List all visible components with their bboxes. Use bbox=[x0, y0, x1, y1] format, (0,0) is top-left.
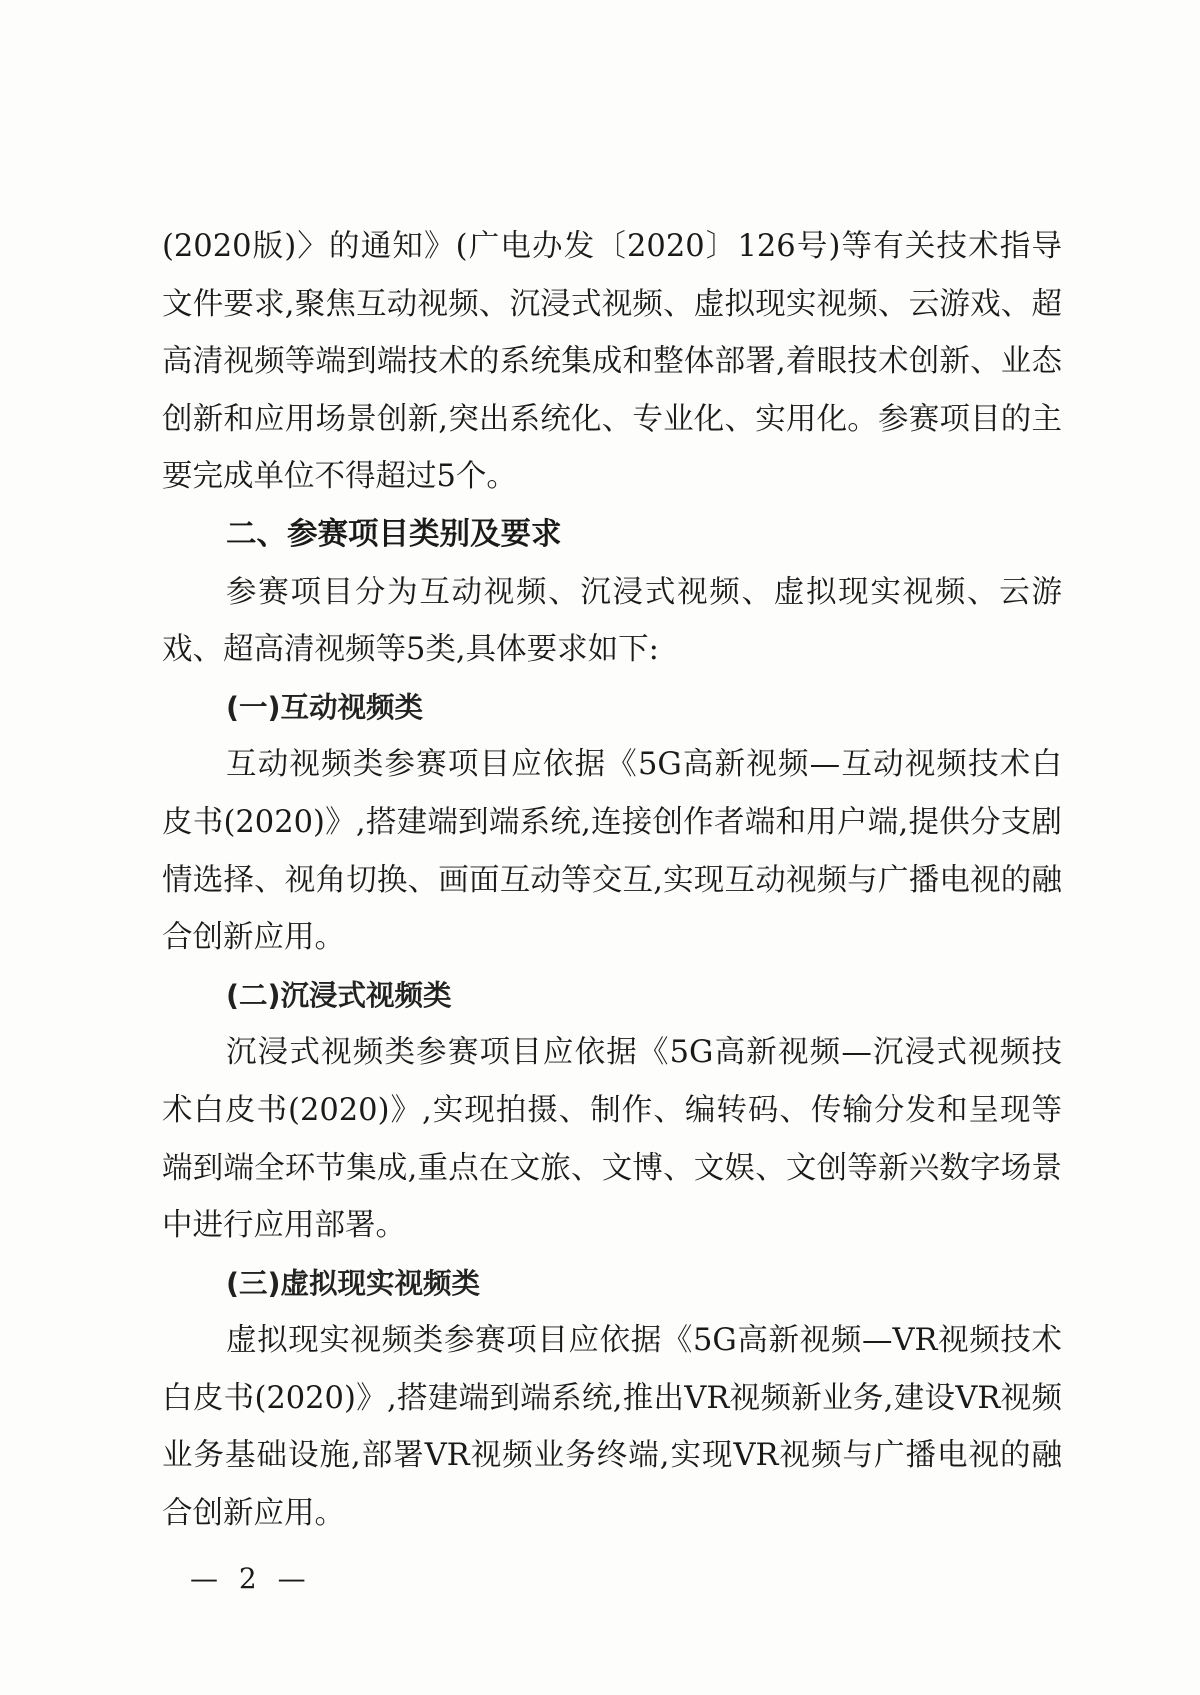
category-heading-interactive-video: (一)互动视频类 bbox=[226, 690, 424, 724]
category-body-interactive-video: 互动视频类参赛项目应依据《5G高新视频—互动视频技术白皮书(2020)》,搭建端到端系统,连接创作者端和用户端,提供分支剧情选择、视角切换、画面互动等交互,实现互动视频与广播电视的融合创新应用。 bbox=[162, 747, 1062, 956]
page-number: — 2 — bbox=[190, 1562, 312, 1595]
section-two-heading: 二、参赛项目类别及要求 bbox=[226, 515, 562, 552]
category-heading-vr-video: (三)虚拟现实视频类 bbox=[226, 1266, 481, 1300]
category-heading-immersive-video: (二)沉浸式视频类 bbox=[226, 978, 452, 1012]
section-two-intro: 参赛项目分为互动视频、沉浸式视频、虚拟现实视频、云游戏、超高清视频等5类,具体要求如下: bbox=[162, 574, 1062, 668]
category-body-immersive-video: 沉浸式视频类参赛项目应依据《5G高新视频—沉浸式视频技术白皮书(2020)》,实现拍摄、制作、编转码、传输分发和呈现等端到端全环节集成,重点在文旅、文博、文娱、文创等新兴数字场景中进行应用部署。 bbox=[162, 1035, 1062, 1244]
document-body bbox=[162, 218, 1062, 1543]
category-body-vr-video: 虚拟现实视频类参赛项目应依据《5G高新视频—VR视频技术白皮书(2020)》,搭建端到端系统,推出VR视频新业务,建设VR视频业务基础设施,部署VR视频业务终端,实现VR视频与广播电视的融合创新应用。 bbox=[162, 1323, 1062, 1532]
continuation-paragraph: (2020版)〉的通知》(广电办发〔2020〕126号)等有关技术指导文件要求,聚焦互动视频、沉浸式视频、虚拟现实视频、云游戏、超高清视频等端到端技术的系统集成和整体部署,着眼技术创新、业态创新和应用场景创新,突出系统化、专业化、实用化。参赛项目的主要完成单位不得超过5个。 bbox=[162, 229, 1062, 495]
